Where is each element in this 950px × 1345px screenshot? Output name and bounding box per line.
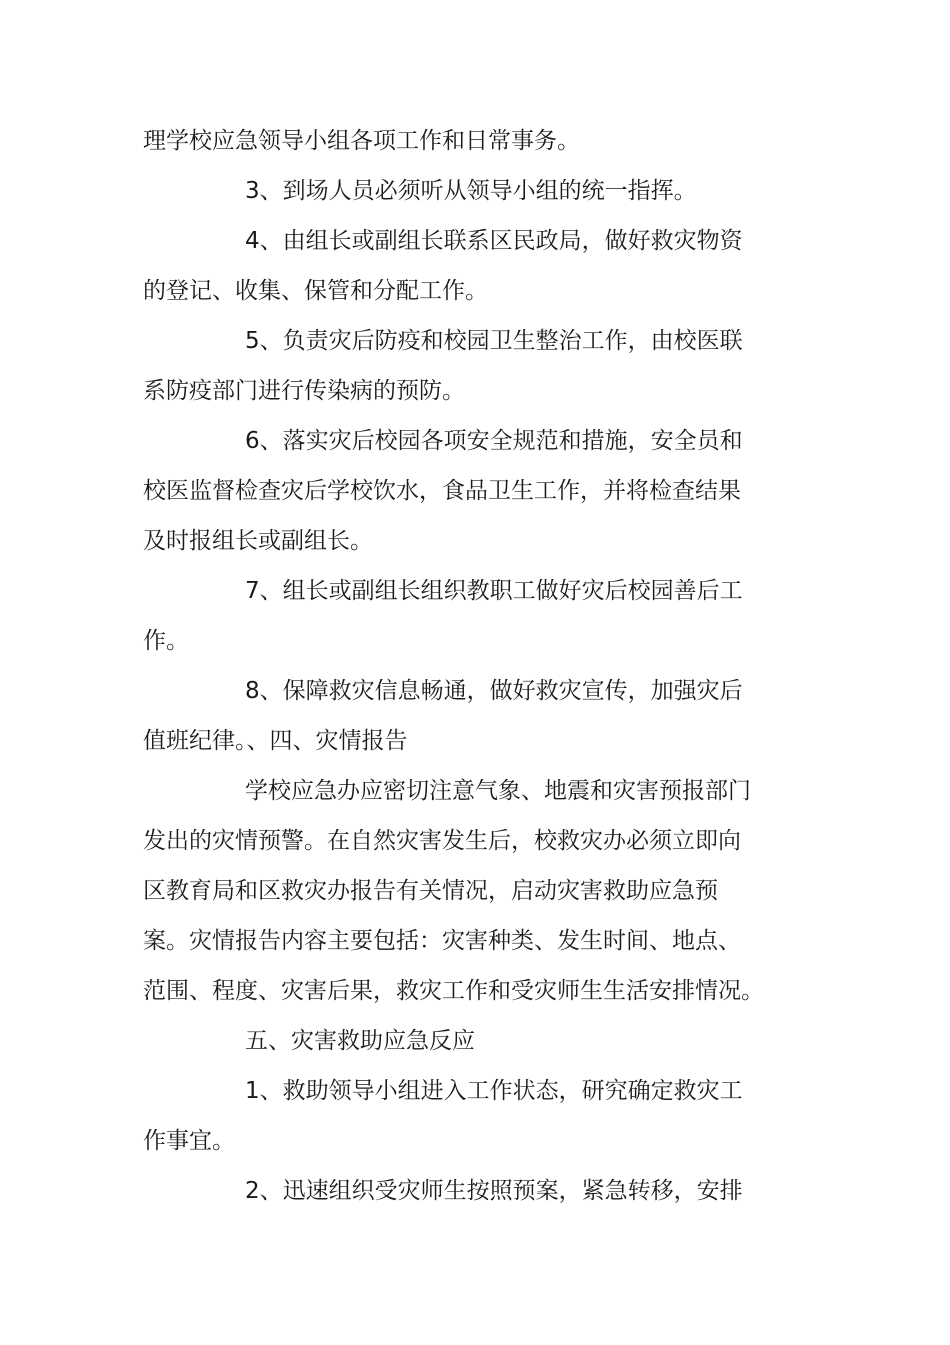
text-line: 学校应急办应密切注意气象、地震和灾害预报部门 xyxy=(245,778,751,804)
text-line: 及时报组长或副组长。 xyxy=(143,528,373,554)
text-line: 值班纪律。、四、灾情报告 xyxy=(143,728,408,754)
text-line: 7、组长或副组长组织教职工做好灾后校园善后工 xyxy=(245,578,743,604)
text-line: 范围、程度、灾害后果，救灾工作和受灾师生生活安排情况。 xyxy=(143,978,764,1004)
text-line: 区教育局和区救灾办报告有关情况，启动灾害救助应急预 xyxy=(143,878,718,904)
text-line: 8、保障救灾信息畅通，做好救灾宣传，加强灾后 xyxy=(245,678,743,704)
text-line: 4、由组长或副组长联系区民政局，做好救灾物资 xyxy=(245,228,743,254)
text-line: 1、救助领导小组进入工作状态，研究确定救灾工 xyxy=(245,1078,743,1104)
text-line: 作事宜。 xyxy=(143,1128,235,1154)
text-line: 案。灾情报告内容主要包括：灾害种类、发生时间、地点、 xyxy=(143,928,741,954)
text-line: 发出的灾情预警。在自然灾害发生后，校救灾办必须立即向 xyxy=(143,828,741,854)
text-line: 作。 xyxy=(143,628,189,654)
text-line: 的登记、收集、保管和分配工作。 xyxy=(143,278,488,304)
text-line: 理学校应急领导小组各项工作和日常事务。 xyxy=(143,128,580,154)
text-line: 系防疫部门进行传染病的预防。 xyxy=(143,378,465,404)
text-line: 6、落实灾后校园各项安全规范和措施，安全员和 xyxy=(245,428,743,454)
text-line: 3、到场人员必须听从领导小组的统一指挥。 xyxy=(245,178,697,204)
section-heading: 五、灾害救助应急反应 xyxy=(245,1028,475,1054)
text-line: 校医监督检查灾后学校饮水，食品卫生工作，并将检查结果 xyxy=(143,478,741,504)
text-line: 5、负责灾后防疫和校园卫生整治工作，由校医联 xyxy=(245,328,743,354)
text-line: 2、迅速组织受灾师生按照预案，紧急转移，安排 xyxy=(245,1178,743,1204)
